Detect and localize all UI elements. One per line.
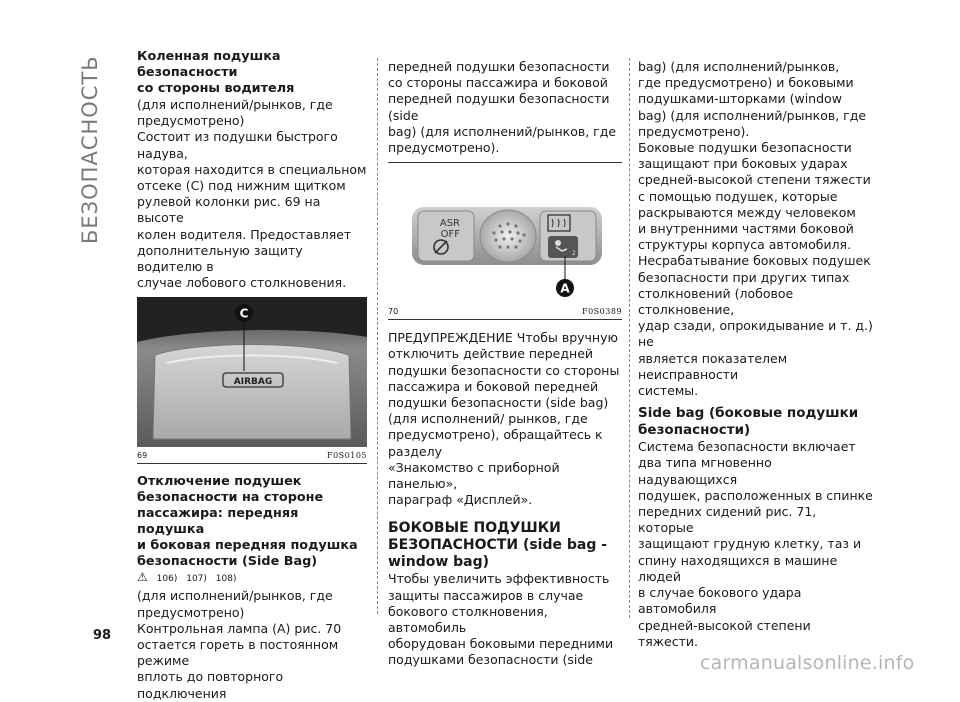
text-line: Контрольная лампа (A) рис. 70 (137, 620, 342, 636)
page-number: 98 (93, 628, 112, 643)
text-line: системы. (638, 383, 699, 399)
text-line: параграф «Дисплей». (388, 492, 533, 508)
text-line: пассажира и боковой передней (388, 378, 599, 394)
column-1 (137, 49, 367, 702)
text-line: (для исполнений/рынков, где (137, 588, 333, 604)
reference: 106) (156, 574, 178, 585)
warning-triangle-icon: ⚠ (137, 570, 148, 585)
text-line: отсеке (C) под нижним щитком (137, 178, 346, 194)
heading-line: Side bag (боковые подушки (638, 405, 859, 422)
text-line: Состоит из подушки быстрого надува, (137, 129, 338, 161)
heading-line: и боковая передняя подушка (137, 538, 358, 554)
text-line: бокового столкновения, автомобиль (388, 603, 548, 636)
speaker-grille (480, 210, 536, 262)
column-2 (388, 49, 622, 669)
text-line: подушки безопасности (side bag) (388, 395, 609, 411)
watermark-footer: carmanualsonline.info (700, 652, 915, 674)
text-line: средней-высокой степени тяжести. (638, 617, 811, 649)
text-line: (для исполнений/рынков, где (137, 97, 333, 112)
figure-70-switch-panel (388, 163, 622, 303)
text-line: подушки безопасности со стороны (388, 362, 620, 378)
callout-a: A (560, 281, 570, 296)
text-line: bag) (для исполнений/рынков, где (638, 107, 867, 123)
figure-caption (137, 447, 367, 464)
heading-line: безопасности на стороне (137, 490, 324, 506)
reference: 108) (215, 574, 237, 585)
text-line: передней подушки безопасности (side (388, 91, 610, 123)
text-line: колен водителя. Предоставляет (137, 226, 352, 242)
warning-references (137, 570, 367, 586)
paragraph-side-bags (388, 571, 622, 668)
text-line: предусмотрено). (638, 123, 750, 139)
heading-line: БЕЗОПАСНОСТИ (side bag - (388, 537, 608, 554)
heading-knee-airbag (137, 49, 367, 97)
paragraph-continued (388, 59, 622, 156)
text-line: в случае бокового удара автомобиля (638, 585, 802, 617)
text-line: защиты пассажиров в случае (388, 587, 584, 603)
text-line: подушками-шторками (window (638, 91, 842, 107)
text-line: предусмотрено). (388, 140, 500, 156)
heading-line: со стороны водителя (137, 81, 295, 96)
section-title: БЕЗОПАСНОСТЬ (78, 55, 102, 244)
text-line: остается гореть в постоянном режиме (137, 637, 339, 669)
reference: 107) (186, 574, 207, 585)
text-line: спину находящихся в машине людей (638, 552, 838, 584)
text-line: отключить действие передней (388, 346, 594, 362)
text-line: со стороны пассажира и боковой (388, 75, 608, 91)
text-line: структуры корпуса автомобиля. (638, 237, 852, 253)
text-line: которая находится в специальном (137, 161, 367, 177)
text-line: Чтобы увеличить эффективность (388, 571, 610, 587)
asr-label: ASR (439, 218, 460, 230)
figure-code: F0S0105 (327, 451, 367, 461)
heading-side-bags (388, 520, 622, 571)
text-line: ПРЕДУПРЕЖДЕНИЕ Чтобы вручную (388, 330, 619, 346)
figure-code: F0S0389 (582, 307, 622, 317)
text-line: удар сзади, опрокидывание и т. д.) не (638, 318, 873, 350)
text-line: где предусмотрено) и боковыми (638, 75, 854, 91)
off-label: OFF (440, 229, 460, 241)
text-line: средней-высокой степени тяжести (638, 172, 871, 188)
warning-paragraph (388, 330, 622, 508)
asr-airbag-panel-illustration (388, 163, 622, 303)
text-line: предусмотрено) (137, 604, 245, 620)
text-line: Несрабатывание боковых подушек (638, 253, 871, 269)
heading-side-bag (638, 405, 874, 439)
text-line: защищают грудную клетку, таз и (638, 536, 862, 552)
column-divider (377, 58, 378, 614)
text-line: вплоть до повторного подключения (137, 669, 284, 701)
text-line: с помощью подушек, которые (638, 188, 838, 204)
text-line: передней подушки безопасности (388, 59, 610, 74)
figure-caption (388, 303, 622, 320)
text-line: рулевой колонки рис. 69 на высоте (137, 194, 321, 226)
knee-airbag-illustration (137, 297, 367, 447)
text-line: предусмотрено), обращайтесь к разделу (388, 427, 603, 459)
text-line: bag) (для исполнений/рынков, (638, 59, 840, 74)
text-line: раскрываются между человеком (638, 204, 856, 220)
text-line: bag) (для исполнений/рынков, где (388, 123, 617, 139)
text-line: Боковые подушки безопасности (638, 140, 852, 156)
column-3 (638, 49, 874, 650)
figure-69-knee-airbag (137, 297, 367, 447)
figure-number: 69 (137, 451, 148, 461)
heading-line: безопасности (Side Bag) (137, 554, 318, 570)
text-line: два типа мгновенно надувающихся (638, 455, 772, 487)
text-line: и внутренними частями боковой (638, 221, 854, 237)
figure-number: 70 (388, 307, 399, 317)
text-line: предусмотрено) (137, 113, 245, 129)
paragraph-disable (137, 588, 367, 701)
text-line: безопасности при других типах (638, 269, 850, 285)
text-line: столкновений (лобовое столкновение, (638, 285, 794, 318)
paragraph-side-bag-continued (638, 59, 874, 399)
text-line: оборудован боковыми передними (388, 636, 614, 652)
heading-line: Отключение подушек (137, 474, 302, 490)
airbag-label: AIRBAG (233, 377, 273, 388)
heading-line: window bag) (388, 554, 490, 571)
text-line: «Знакомство с приборной панелью», (388, 459, 560, 492)
heading-passenger-airbag-disable (137, 474, 367, 570)
text-line: передних сидений рис. 71, которые (638, 504, 817, 536)
paragraph-side-bag-system (638, 439, 874, 650)
callout-c: C (239, 306, 249, 321)
text-line: защищают при боковых ударах (638, 156, 848, 172)
heading-line: пассажира: передняя подушка (137, 506, 299, 538)
heading-line: БОКОВЫЕ ПОДУШКИ (388, 520, 561, 537)
heading-line: безопасности) (638, 422, 751, 439)
text-line: является показателем неисправности (638, 350, 788, 382)
heading-line: Коленная подушка безопасности (137, 49, 281, 80)
column-divider (629, 58, 630, 618)
text-line: (для исполнений/ рынков, где (388, 411, 588, 427)
panel-number-label: 2 (572, 250, 576, 258)
text-line: Система безопасности включает (638, 439, 856, 455)
text-line: дополнительную защиту водителю в (137, 242, 303, 275)
text-line: подушками безопасности (side (388, 652, 593, 668)
paragraph-knee-airbag (137, 97, 367, 291)
text-line: подушек, расположенных в спинке (638, 487, 873, 503)
text-line: случае лобового столкновения. (137, 275, 347, 291)
